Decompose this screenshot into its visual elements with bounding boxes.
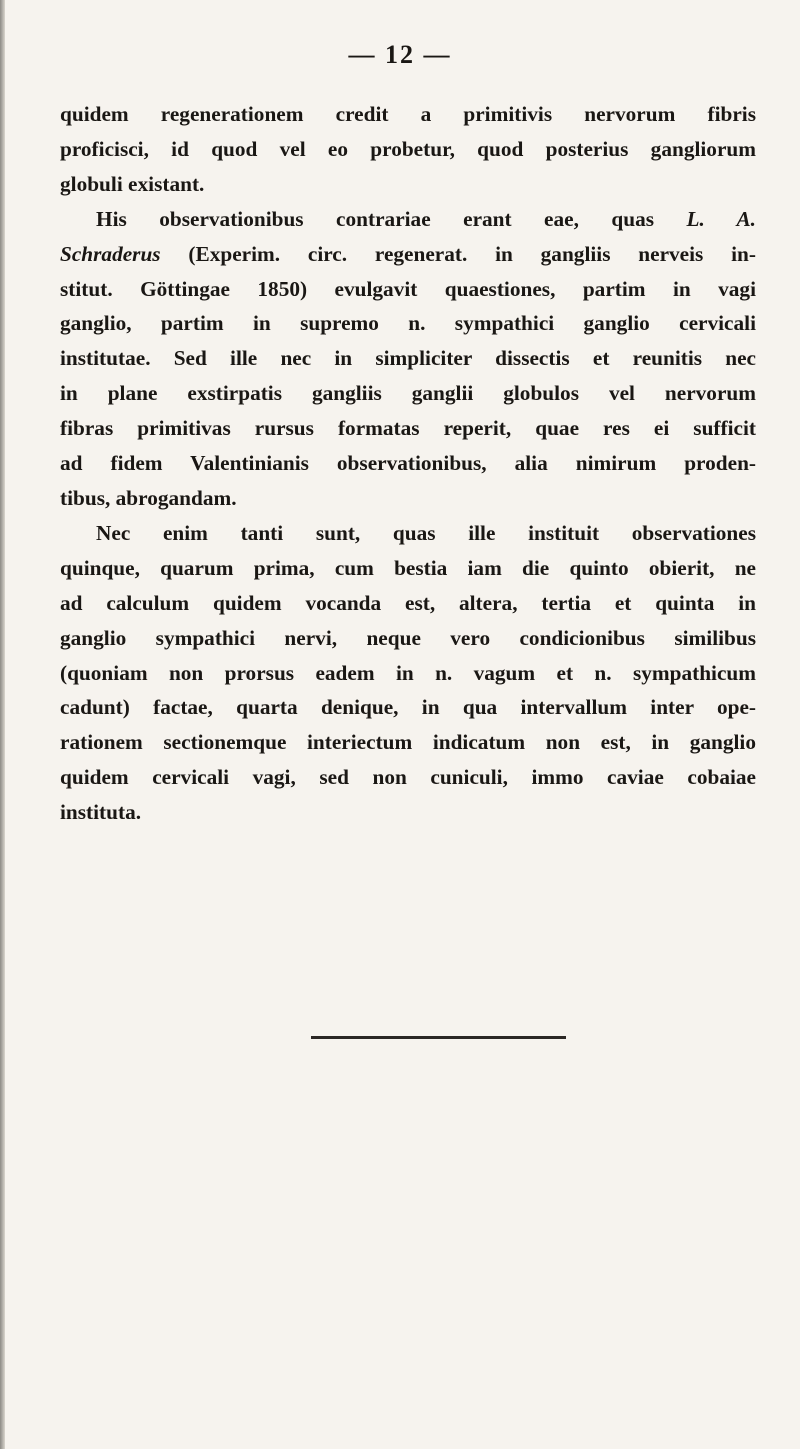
text-line: cadunt) factae, quarta denique, in qua intervallum inter ope- xyxy=(60,695,756,720)
text-line: instituta. xyxy=(60,800,142,825)
text-line: ganglio, partim in supremo n. sympathici ganglio cervicali xyxy=(60,311,756,336)
text-line: quidem regenerationem credit a primitivis nervorum fibris xyxy=(60,102,756,126)
page-edge-shadow xyxy=(0,0,5,1449)
text-segment: His observationibus contrariae erant eae, quas xyxy=(96,206,687,231)
text-line: stitut. Göttingae 1850) evulgavit quaestiones, partim in vagi xyxy=(60,276,756,301)
text-line: rationem sectionemque interiectum indicatum non est, in ganglio xyxy=(60,730,756,755)
text-line: proficisci, id quod vel eo probetur, quod posterius gangliorum xyxy=(60,136,756,161)
text-line: tibus, abrogandam. xyxy=(60,485,237,510)
author-initials: L. A. xyxy=(686,206,756,231)
body-text xyxy=(60,97,756,830)
text-line xyxy=(60,237,756,272)
page-number: — 12 — xyxy=(348,40,452,69)
text-line: fibras primitivas rursus formatas reperit, quae res ei sufficit xyxy=(60,416,756,441)
text-line: ad calculum quidem vocanda est, altera, tertia et quinta in xyxy=(60,590,756,615)
text-line: (quoniam non prorsus eadem in n. vagum et n. sympathicum xyxy=(60,660,756,685)
text-line: ad fidem Valentinianis observationibus, alia nimirum proden- xyxy=(60,451,756,476)
text-line: globuli existant. xyxy=(60,171,205,196)
text-line: quinque, quarum prima, cum bestia iam die quinto obierit, ne xyxy=(60,555,756,580)
text-line: in plane exstirpatis gangliis ganglii globulos vel nervorum xyxy=(60,381,756,406)
text-line: institutae. Sed ille nec in simpliciter dissectis et reunitis nec xyxy=(60,346,756,371)
text-segment: (Experim. circ. regenerat. in gangliis nerveis in- xyxy=(160,241,756,266)
text-line: quidem cervicali vagi, sed non cuniculi, immo caviae cobaiae xyxy=(60,765,756,790)
horizontal-rule xyxy=(311,1036,566,1039)
author-name: Schraderus xyxy=(60,241,161,266)
text-line: Nec enim tanti sunt, quas ille instituit observationes xyxy=(96,520,756,545)
text-line: ganglio sympathici nervi, neque vero condicionibus similibus xyxy=(60,625,756,650)
text-line xyxy=(60,202,756,237)
